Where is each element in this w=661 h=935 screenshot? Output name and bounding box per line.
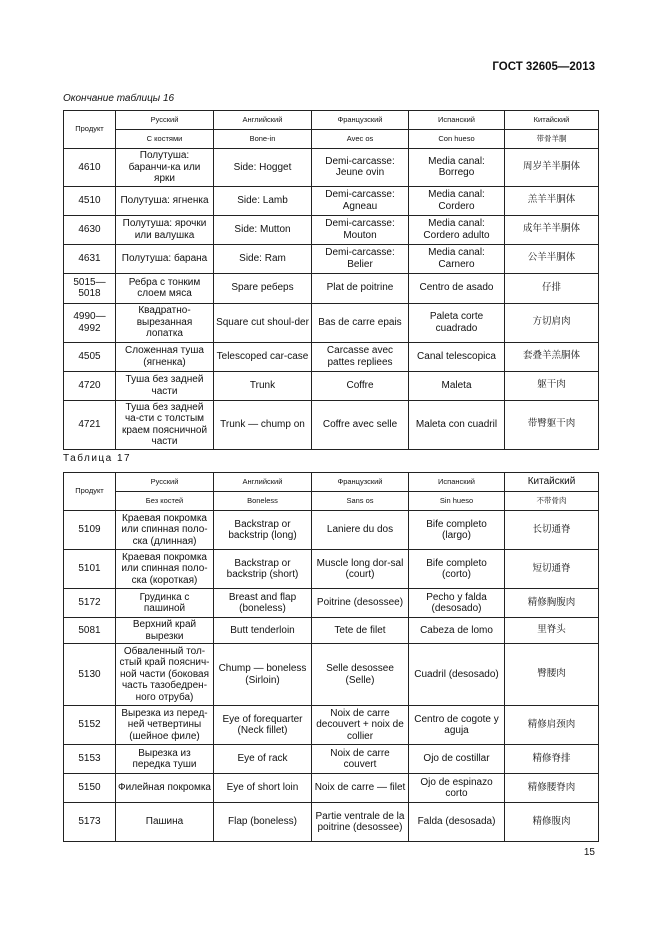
product-code-cell: 5101 — [64, 550, 116, 589]
table-cell: Пашина — [116, 803, 214, 842]
table-row — [64, 244, 599, 273]
table-cell: Noix de carre couvert — [312, 745, 409, 774]
table-cell: Side: Lamb — [214, 186, 312, 215]
table-cell: Cuadril (desosado) — [409, 644, 505, 706]
column-header: Испанский — [409, 111, 505, 130]
table-cell: Centro de cogote y aguja — [409, 706, 505, 745]
column-subheader: 带骨羊胴 — [505, 130, 599, 149]
table-cell: Ojo de espinazo corto — [409, 774, 505, 803]
table-cell: Полутуша: ярочки или валушка — [116, 215, 214, 244]
product-code-cell: 5172 — [64, 589, 116, 618]
product-code-cell: 5150 — [64, 774, 116, 803]
table-cell: Полутуша: баранчи-ка или ярки — [116, 149, 214, 187]
column-subheader: Sin hueso — [409, 492, 505, 511]
product-code-cell: 5081 — [64, 618, 116, 644]
product-code-cell: 5015—5018 — [64, 273, 116, 303]
table-row — [64, 706, 599, 745]
page-number: 15 — [583, 847, 595, 858]
product-code-cell: 5173 — [64, 803, 116, 842]
table-cell: Demi-carcasse: Belier — [312, 244, 409, 273]
table-cell: Noix de carre decouvert + noix de collier — [312, 706, 409, 745]
table-row — [64, 215, 599, 244]
table-cell: 精修胸腹肉 — [505, 589, 599, 618]
column-subheader: Con hueso — [409, 130, 505, 149]
table-cell: 成年羊半胴体 — [505, 215, 599, 244]
table-cell: Eye of forequarter (Neck fillet) — [214, 706, 312, 745]
table-cell: 带臀躯干肉 — [505, 400, 599, 449]
table-cell: Noix de carre — filet — [312, 774, 409, 803]
table-row — [64, 618, 599, 644]
table-cell: Вырезка из перед-ней четвертины (шейное филе) — [116, 706, 214, 745]
table-cell: Plat de poitrine — [312, 273, 409, 303]
table-cell: 仔排 — [505, 273, 599, 303]
table-cell: Краевая покромка или спинная поло-ска (короткая) — [116, 550, 214, 589]
table-cell: Demi-carcasse: Jeune ovin — [312, 149, 409, 187]
table-row — [64, 803, 599, 842]
table-cell: Eye of rack — [214, 745, 312, 774]
table-cell: 羔羊半胴体 — [505, 186, 599, 215]
table-subheader-row — [64, 130, 599, 149]
table-cell: Bas de carre epais — [312, 303, 409, 342]
table-cell: Canal telescopica — [409, 342, 505, 371]
product-code-cell: 5109 — [64, 511, 116, 550]
table-cell: 里脊头 — [505, 618, 599, 644]
table-cell: 精修肩颈肉 — [505, 706, 599, 745]
table-16 — [63, 110, 599, 450]
table-cell: Backstrap or backstrip (short) — [214, 550, 312, 589]
table-cell: 套叠羊羔胴体 — [505, 342, 599, 371]
column-header: Китайский — [505, 473, 599, 492]
column-header: Французский — [312, 111, 409, 130]
table-row — [64, 589, 599, 618]
product-code-cell: 4630 — [64, 215, 116, 244]
table-header-row — [64, 473, 599, 492]
table-cell: Tete de filet — [312, 618, 409, 644]
product-code-cell: 4610 — [64, 149, 116, 187]
table-row — [64, 303, 599, 342]
table-cell: Краевая покромка или спинная поло-ска (длинная) — [116, 511, 214, 550]
column-header: Английский — [214, 111, 312, 130]
table-header-row — [64, 111, 599, 130]
table-cell: Carcasse avec pattes repliees — [312, 342, 409, 371]
table-cell: Flap (boneless) — [214, 803, 312, 842]
table-cell: Laniere du dos — [312, 511, 409, 550]
table-cell: Muscle long dor-sal (court) — [312, 550, 409, 589]
table-cell: Falda (desosada) — [409, 803, 505, 842]
table-subheader-row — [64, 492, 599, 511]
table-cell: Side: Hogget — [214, 149, 312, 187]
table-cell: Spare реберs — [214, 273, 312, 303]
table-cell: Сложенная туша (ягненка) — [116, 342, 214, 371]
table-cell: 公羊半胴体 — [505, 244, 599, 273]
column-header: Русский — [116, 111, 214, 130]
table-cell: Полутуша: барана — [116, 244, 214, 273]
table-cell: Maleta — [409, 371, 505, 400]
table17-caption: Таблица 17 — [63, 453, 132, 464]
table-cell: Верхний край вырезки — [116, 618, 214, 644]
standard-number: ГОСТ 32605—2013 — [492, 61, 595, 73]
product-code-cell: 5153 — [64, 745, 116, 774]
product-header: Продукт — [64, 111, 116, 149]
table-row — [64, 342, 599, 371]
column-subheader: С костями — [116, 130, 214, 149]
table-cell: Bife completo (largo) — [409, 511, 505, 550]
table-cell: Media canal: Cordero adulto — [409, 215, 505, 244]
table-cell: Square cut shoul-der — [214, 303, 312, 342]
table-cell: Paleta corte cuadrado — [409, 303, 505, 342]
table-cell: Обваленный тол-стый край пояснич-ной части (боковая часть тазобедрен-ного отруба) — [116, 644, 214, 706]
product-code-cell: 4721 — [64, 400, 116, 449]
table-cell: Туша без задней ча-сти с толстым краем поясничной части — [116, 400, 214, 449]
table-cell: Media canal: Carnero — [409, 244, 505, 273]
table-cell: Demi-carcasse: Mouton — [312, 215, 409, 244]
column-header: Французский — [312, 473, 409, 492]
table-cell: Media canal: Borrego — [409, 149, 505, 187]
table-cell: Cabeza de lomo — [409, 618, 505, 644]
table-row — [64, 371, 599, 400]
table-cell: Breast and flap (boneless) — [214, 589, 312, 618]
table-cell: Chump — boneless (Sirloin) — [214, 644, 312, 706]
table-cell: 方切肩肉 — [505, 303, 599, 342]
table-cell: Eye of short loin — [214, 774, 312, 803]
column-subheader: Bone-in — [214, 130, 312, 149]
table-cell: Вырезка из передка туши — [116, 745, 214, 774]
table-row — [64, 511, 599, 550]
product-code-cell: 4990—4992 — [64, 303, 116, 342]
table-cell: Филейная покромка — [116, 774, 214, 803]
table-cell: 周岁羊半胴体 — [505, 149, 599, 187]
column-subheader: 不带骨肉 — [505, 492, 599, 511]
column-header: Китайский — [505, 111, 599, 130]
table-cell: 长切通脊 — [505, 511, 599, 550]
table-cell: 臀腰肉 — [505, 644, 599, 706]
table-cell: Selle desossee (Selle) — [312, 644, 409, 706]
table-cell: Coffre — [312, 371, 409, 400]
table-cell: Centro de asado — [409, 273, 505, 303]
table-cell: Butt tenderloin — [214, 618, 312, 644]
table-row — [64, 774, 599, 803]
table-cell: Poitrine (desossee) — [312, 589, 409, 618]
product-code-cell: 4720 — [64, 371, 116, 400]
table-cell: 精修腹肉 — [505, 803, 599, 842]
column-subheader: Без костей — [116, 492, 214, 511]
table16-caption: Окончание таблицы 16 — [63, 93, 175, 104]
table-cell: 躯干肉 — [505, 371, 599, 400]
table-cell: Telescoped car-case — [214, 342, 312, 371]
table-cell: Туша без задней части — [116, 371, 214, 400]
product-code-cell: 5152 — [64, 706, 116, 745]
table-cell: Media canal: Cordero — [409, 186, 505, 215]
table-cell: Bife completo (corto) — [409, 550, 505, 589]
table-cell: Maleta con cuadril — [409, 400, 505, 449]
product-code-cell: 4505 — [64, 342, 116, 371]
column-header: Испанский — [409, 473, 505, 492]
table-row — [64, 186, 599, 215]
product-header: Продукт — [64, 473, 116, 511]
table-cell: Trunk — [214, 371, 312, 400]
table-cell: Coffre avec selle — [312, 400, 409, 449]
column-header: Русский — [116, 473, 214, 492]
column-header: Английский — [214, 473, 312, 492]
table-row — [64, 400, 599, 449]
table-cell: Trunk — chump on — [214, 400, 312, 449]
table-row — [64, 149, 599, 187]
table-cell: Ребра с тонким слоем мяса — [116, 273, 214, 303]
table-row — [64, 550, 599, 589]
table-row — [64, 745, 599, 774]
table-cell: Грудинка с пашиной — [116, 589, 214, 618]
table-cell: 短切通脊 — [505, 550, 599, 589]
table-cell: Квадратно-вырезанная лопатка — [116, 303, 214, 342]
table-17 — [63, 472, 599, 842]
table-cell: Backstrap or backstrip (long) — [214, 511, 312, 550]
table-cell: Side: Mutton — [214, 215, 312, 244]
table-row — [64, 644, 599, 706]
table-cell: Partie ventrale de la poitrine (desossee) — [312, 803, 409, 842]
product-code-cell: 5130 — [64, 644, 116, 706]
table-cell: Pecho y falda (desosado) — [409, 589, 505, 618]
column-subheader: Sans os — [312, 492, 409, 511]
table-row — [64, 273, 599, 303]
table-cell: 精修脊排 — [505, 745, 599, 774]
product-code-cell: 4510 — [64, 186, 116, 215]
table-cell: Ojo de costillar — [409, 745, 505, 774]
table-cell: Side: Ram — [214, 244, 312, 273]
table-cell: Полутуша: ягненка — [116, 186, 214, 215]
column-subheader: Boneless — [214, 492, 312, 511]
column-subheader: Avec os — [312, 130, 409, 149]
table-cell: 精修腰脊肉 — [505, 774, 599, 803]
product-code-cell: 4631 — [64, 244, 116, 273]
table-cell: Demi-carcasse: Agneau — [312, 186, 409, 215]
